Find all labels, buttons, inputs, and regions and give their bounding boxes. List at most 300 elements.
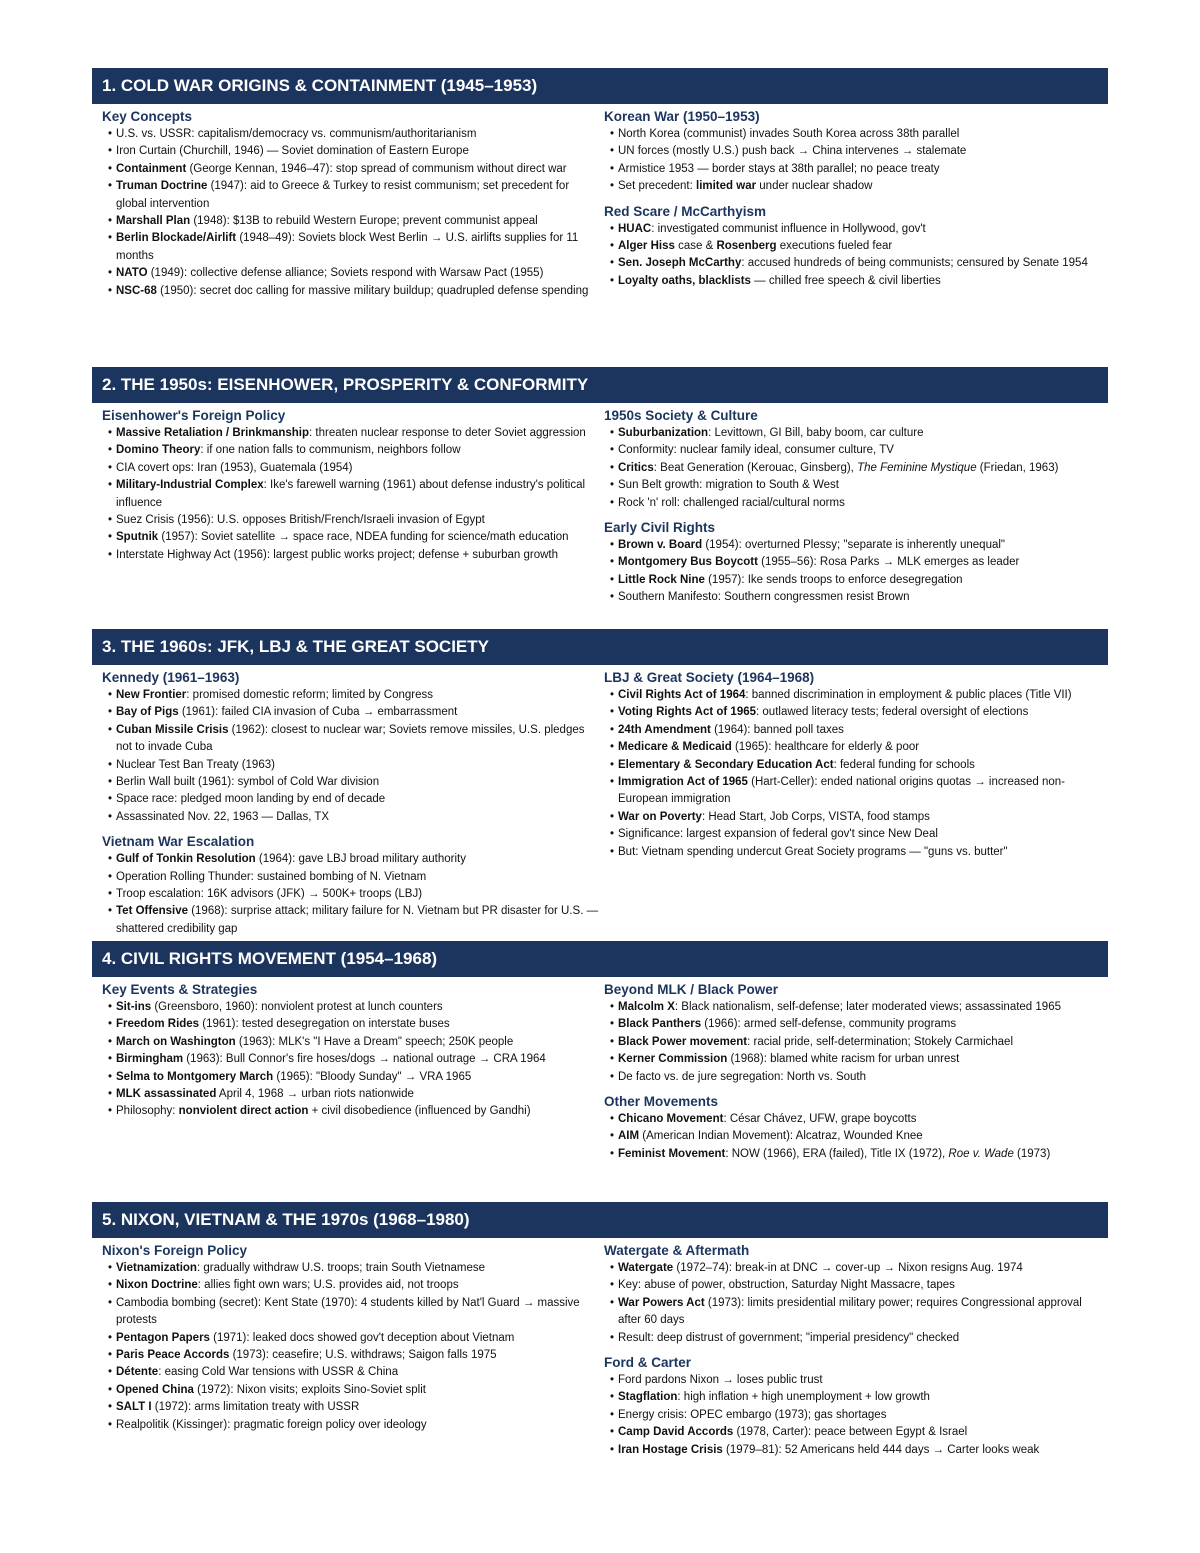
bullet-icon: • xyxy=(108,461,113,474)
subsection-title: Key Concepts xyxy=(102,109,193,124)
item-text: (1957): Soviet satellite → space race, NDEA funding for science/math education xyxy=(158,531,569,544)
list-item xyxy=(108,757,600,774)
item-text: But: Vietnam spending undercut Great Society programs — "guns vs. butter" xyxy=(618,845,1008,858)
list-item xyxy=(610,774,1102,809)
list-item xyxy=(610,1295,1102,1330)
item-text: Realpolitik (Kissinger): pragmatic foreign policy over ideology xyxy=(116,1418,427,1431)
bold-term: Domino Theory xyxy=(116,444,201,457)
item-text: : easing Cold War tensions with USSR & China xyxy=(158,1366,399,1379)
subsection xyxy=(604,1093,1102,1163)
item-text: (1972): arms limitation treaty with USSR xyxy=(151,1401,360,1414)
list-item xyxy=(108,512,600,529)
item-text: : outlawed literacy tests; federal oversight of elections xyxy=(756,706,1029,719)
list-item xyxy=(610,221,1102,238)
bold-term: Berlin Blockade/Airlift xyxy=(116,232,237,245)
bullet-icon: • xyxy=(610,1035,615,1048)
bold-term: Cuban Missile Crisis xyxy=(116,723,229,736)
bullet-icon: • xyxy=(610,444,615,457)
bullet-icon: • xyxy=(610,1018,615,1031)
item-text: (1964): banned poll taxes xyxy=(710,723,844,736)
item-text: Rock 'n' roll: challenged racial/cultural norms xyxy=(618,496,845,509)
item-text: : Levittown, GI Bill, baby boom, car culture xyxy=(708,427,924,439)
list-item xyxy=(108,477,600,512)
bullet-icon: • xyxy=(108,1105,113,1118)
item-text: (1950): secret doc calling for massive military buildup; quadrupled defense spending xyxy=(156,284,589,297)
item-text: + civil disobedience (influenced by Gandhi) xyxy=(308,1105,531,1118)
bullet-icon: • xyxy=(108,162,113,175)
bold-term: Paris Peace Accords xyxy=(116,1349,230,1362)
bullet-icon: • xyxy=(108,853,113,866)
bullet-icon: • xyxy=(610,556,615,569)
list-item xyxy=(108,1347,600,1364)
list-item xyxy=(610,255,1102,272)
item-text: De facto vs. de jure segregation: North vs. South xyxy=(618,1070,867,1083)
list-item xyxy=(610,1372,1102,1389)
bold-term: Feminist Movement xyxy=(618,1147,726,1160)
list-item xyxy=(108,1382,600,1399)
bullet-icon: • xyxy=(108,1262,113,1274)
item-text: : investigated communist influence in Hollywood, gov't xyxy=(651,222,926,235)
list-item xyxy=(610,844,1102,861)
item-text: (1965): healthcare for elderly & poor xyxy=(731,741,920,754)
bold-term: New Frontier xyxy=(116,689,187,701)
bullet-icon: • xyxy=(610,741,615,754)
bullet-icon: • xyxy=(610,1130,615,1143)
bullet-icon: • xyxy=(610,1374,615,1387)
bold-term: Sputnik xyxy=(116,531,159,544)
section-cold-war-origins xyxy=(92,68,1108,297)
item-text: : racial pride, self-determination; Stokely Carmichael xyxy=(747,1035,1013,1048)
bullet-icon: • xyxy=(610,274,615,287)
item-text: North Korea (communist) invades South Korea across 38th parallel xyxy=(618,128,960,140)
list-item xyxy=(610,1069,1102,1086)
bold-term: Little Rock Nine xyxy=(618,573,705,586)
item-text: Ford pardons Nixon → loses public trust xyxy=(618,1374,823,1387)
bold-term: Medicare & Medicaid xyxy=(618,741,732,754)
list-item xyxy=(108,704,600,721)
list-item xyxy=(108,126,600,143)
item-text: CIA covert ops: Iran (1953), Guatemala (1954) xyxy=(116,461,353,474)
list-item xyxy=(610,1016,1102,1033)
bullet-icon: • xyxy=(610,1331,615,1344)
bullet-icon: • xyxy=(610,1391,615,1404)
bullet-icon: • xyxy=(108,870,113,883)
subsection-title: Kennedy (1961–1963) xyxy=(102,670,240,685)
item-text: Cambodia bombing (secret): Kent State (1970): 4 students killed by Nat'l Guard → massive protests xyxy=(116,1296,580,1327)
list-item xyxy=(108,1277,600,1294)
bold-term: Military-Industrial Complex xyxy=(116,479,264,492)
italic-title: The Feminine Mystique xyxy=(857,461,977,474)
item-text: Nuclear Test Ban Treaty (1963) xyxy=(116,758,275,771)
bullet-icon: • xyxy=(108,1331,113,1344)
bold-term: Massive Retaliation / Brinkmanship xyxy=(116,427,310,439)
left-column xyxy=(102,665,600,938)
bullet-icon: • xyxy=(610,1053,615,1066)
item-text: : high inflation + high unemployment + low growth xyxy=(677,1391,930,1404)
subsection-title: Early Civil Rights xyxy=(604,520,716,536)
bullet-icon: • xyxy=(108,810,113,823)
bullet-icon: • xyxy=(610,828,615,841)
subsection xyxy=(604,981,1102,1086)
item-text: (1971): leaked docs showed gov't deception about Vietnam xyxy=(209,1331,515,1344)
list-item xyxy=(610,589,1102,606)
list-item xyxy=(610,1034,1102,1051)
item-text: (1961): failed CIA invasion of Cuba → embarrassment xyxy=(178,706,458,719)
bold-term: Elementary & Secondary Education Act xyxy=(618,758,834,771)
bullet-icon: • xyxy=(610,1296,615,1309)
bold-term: Vietnamization xyxy=(116,1262,197,1274)
bold-term: Tet Offensive xyxy=(116,905,188,918)
item-text: : threaten nuclear response to deter Soviet aggression xyxy=(309,427,586,439)
subsection-title: 1950s Society & Culture xyxy=(604,408,758,423)
bold-term: Selma to Montgomery March xyxy=(116,1070,274,1083)
section-nixon-1970s xyxy=(92,1202,1108,1456)
item-text: Sun Belt growth: migration to South & West xyxy=(618,479,839,492)
item-text: Armistice 1953 — border stays at 38th parallel; no peace treaty xyxy=(618,162,940,175)
bullet-icon: • xyxy=(610,1113,615,1126)
bullet-icon: • xyxy=(108,1401,113,1414)
bullet-icon: • xyxy=(610,240,615,253)
item-text: : banned discrimination in employment & public places (Title VII) xyxy=(745,689,1072,701)
bullet-icon: • xyxy=(108,1001,113,1013)
bold-term: Nixon Doctrine xyxy=(116,1279,198,1292)
item-text: Assassinated Nov. 22, 1963 — Dallas, TX xyxy=(116,810,330,823)
item-text: (1972–74): break-in at DNC → cover-up → Nixon resigns Aug. 1974 xyxy=(673,1262,1023,1274)
bold-term: Sen. Joseph McCarthy xyxy=(618,257,742,270)
bold-term: War Powers Act xyxy=(618,1296,705,1309)
bullet-icon: • xyxy=(610,776,615,789)
item-text: (1947): aid to Greece & Turkey to resist communism; set precedent for global intervention xyxy=(116,180,570,210)
item-text: (1949): collective defense alliance; Soviets respond with Warsaw Pact (1955) xyxy=(147,267,544,280)
bold-term: Civil Rights Act of 1964 xyxy=(618,689,746,701)
subsection-title: Beyond MLK / Black Power xyxy=(604,982,779,997)
subsection xyxy=(604,1242,1102,1347)
list-item xyxy=(610,1260,1102,1277)
item-text: (1973): ceasefire; U.S. withdraws; Saigon falls 1975 xyxy=(229,1349,497,1362)
bullet-icon: • xyxy=(610,810,615,823)
list-item xyxy=(108,1260,600,1277)
list-item xyxy=(108,425,600,442)
bold-term: Truman Doctrine xyxy=(116,180,208,193)
bullet-icon: • xyxy=(610,461,615,474)
bullet-icon: • xyxy=(610,1443,615,1456)
subsection-title: Watergate & Aftermath xyxy=(604,1243,750,1258)
subsection xyxy=(604,407,1102,512)
list-item xyxy=(108,687,600,704)
item-text: Conformity: nuclear family ideal, consumer culture, TV xyxy=(618,444,894,457)
item-text: (1979–81): 52 Americans held 444 days → Carter looks weak xyxy=(722,1443,1040,1456)
bullet-icon: • xyxy=(108,905,113,918)
bullet-icon: • xyxy=(610,1070,615,1083)
bold-term: Birmingham xyxy=(116,1053,184,1066)
list-item xyxy=(610,460,1102,477)
list-item xyxy=(108,1417,600,1434)
bullet-icon: • xyxy=(610,1147,615,1160)
item-text: (1954): overturned Plessy; "separate is inherently unequal" xyxy=(702,539,1006,552)
bullet-icon: • xyxy=(610,845,615,858)
bold-term: nonviolent direct action xyxy=(178,1105,309,1118)
list-item xyxy=(610,178,1102,195)
bullet-icon: • xyxy=(108,776,113,789)
subsection xyxy=(102,833,600,938)
bold-term: NATO xyxy=(116,267,148,280)
list-item xyxy=(108,442,600,459)
left-column xyxy=(102,403,600,564)
bullet-icon: • xyxy=(108,128,113,140)
item-text: : Black nationalism, self-defense; later moderated views; assassinated 1965 xyxy=(674,1001,1061,1013)
list-item xyxy=(108,1103,600,1120)
list-item xyxy=(108,161,600,178)
bullet-icon: • xyxy=(610,145,615,158)
section-header: 4. CIVIL RIGHTS MOVEMENT (1954–1968) xyxy=(92,941,1108,977)
section-header: 2. THE 1950s: EISENHOWER, PROSPERITY & CONFORMITY xyxy=(92,367,1108,403)
subsection-title: Korean War (1950–1953) xyxy=(604,109,760,124)
bullet-icon: • xyxy=(108,888,113,901)
item-text: (1978, Carter): peace between Egypt & Israel xyxy=(733,1426,968,1439)
bold-term: Sit-ins xyxy=(116,1001,152,1013)
bullet-icon: • xyxy=(610,723,615,736)
bullet-icon: • xyxy=(108,267,113,280)
list-item xyxy=(610,1389,1102,1406)
subsection xyxy=(102,407,600,564)
bold-term: MLK assassinated xyxy=(116,1088,217,1101)
bold-term: Opened China xyxy=(116,1383,194,1396)
list-item xyxy=(610,1442,1102,1459)
bullet-icon: • xyxy=(108,145,113,158)
item-text: : if one nation falls to communism, neighbors follow xyxy=(200,444,461,457)
item-text: case & xyxy=(674,240,717,253)
list-item xyxy=(108,178,600,213)
bullet-icon: • xyxy=(108,1035,113,1048)
subsection-title: Ford & Carter xyxy=(604,1355,692,1371)
bullet-icon: • xyxy=(108,793,113,806)
list-item xyxy=(610,537,1102,554)
subsection xyxy=(604,108,1102,196)
left-column xyxy=(102,104,600,300)
list-item xyxy=(610,1111,1102,1128)
bullet-icon: • xyxy=(610,496,615,509)
list-item xyxy=(610,238,1102,255)
subsection-title: Other Movements xyxy=(604,1094,719,1110)
item-text: Result: deep distrust of government; "imperial presidency" checked xyxy=(618,1331,960,1344)
bullet-icon: • xyxy=(108,723,113,736)
bullet-icon: • xyxy=(108,232,113,245)
subsection-title: Nixon's Foreign Policy xyxy=(102,1243,247,1258)
bullet-icon: • xyxy=(108,1088,113,1101)
bold-term: Freedom Rides xyxy=(116,1018,200,1031)
item-text: (1955–56): Rosa Parks → MLK emerges as leader xyxy=(757,556,1020,569)
list-item xyxy=(108,809,600,826)
subsection-title: Eisenhower's Foreign Policy xyxy=(102,408,286,423)
subsection xyxy=(604,1354,1102,1459)
item-text: (American Indian Movement): Alcatraz, Wounded Knee xyxy=(639,1130,923,1143)
item-text: : Beat Generation (Kerouac, Ginsberg), xyxy=(653,461,858,474)
bullet-icon: • xyxy=(108,548,113,561)
item-text: : accused hundreds of being communists; censured by Senate 1954 xyxy=(741,257,1088,270)
item-text: (1957): Ike sends troops to enforce desegregation xyxy=(704,573,963,586)
list-item xyxy=(610,1330,1102,1347)
item-text: U.S. vs. USSR: capitalism/democracy vs. communism/authoritarianism xyxy=(116,128,477,140)
item-text: (Friedan, 1963) xyxy=(976,461,1059,474)
bold-term: AIM xyxy=(618,1130,640,1143)
bullet-icon: • xyxy=(610,689,615,701)
bullet-icon: • xyxy=(610,1426,615,1439)
item-text: Berlin Wall built (1961): symbol of Cold War division xyxy=(116,776,380,789)
bold-term: Loyalty oaths, blacklists xyxy=(618,274,751,287)
bullet-icon: • xyxy=(108,1070,113,1083)
item-text: (1966): armed self-defense, community programs xyxy=(701,1018,957,1031)
subsection xyxy=(102,981,600,1121)
bold-term: March on Washington xyxy=(116,1035,236,1048)
bullet-icon: • xyxy=(108,1018,113,1031)
list-item xyxy=(108,851,600,868)
item-text: (1972): Nixon visits; exploits Sino-Soviet split xyxy=(193,1383,426,1396)
list-item xyxy=(610,442,1102,459)
list-item xyxy=(610,687,1102,704)
list-item xyxy=(610,161,1102,178)
bold-term: Rosenberg xyxy=(716,240,777,253)
item-text: (1968): blamed white racism for urban unrest xyxy=(727,1053,960,1066)
list-item xyxy=(108,460,600,477)
list-item xyxy=(108,774,600,791)
list-item xyxy=(610,826,1102,843)
list-item xyxy=(610,425,1102,442)
list-item xyxy=(610,999,1102,1016)
bullet-icon: • xyxy=(108,215,113,228)
bullet-icon: • xyxy=(108,758,113,771)
bullet-icon: • xyxy=(610,539,615,552)
left-column xyxy=(102,1238,600,1434)
item-text: (1961): tested desegregation on interstate buses xyxy=(199,1018,450,1031)
bold-term: Watergate xyxy=(618,1262,674,1274)
right-column xyxy=(604,665,1102,861)
list-item xyxy=(108,230,600,265)
section-header: 5. NIXON, VIETNAM & THE 1970s (1968–1980) xyxy=(92,1202,1108,1238)
list-item xyxy=(610,722,1102,739)
item-text: (1968): surprise attack; military failure for N. Vietnam but PR disaster for U.S. — shattered credibility gap xyxy=(116,905,599,935)
bold-term: Malcolm X xyxy=(618,1001,675,1013)
list-item xyxy=(108,529,600,546)
bold-term: Alger Hiss xyxy=(618,240,675,253)
subsection-title: Red Scare / McCarthyism xyxy=(604,203,767,219)
subsection xyxy=(102,1242,600,1434)
list-item xyxy=(610,1277,1102,1294)
list-item xyxy=(610,809,1102,826)
list-item xyxy=(610,572,1102,589)
list-item xyxy=(108,1330,600,1347)
list-item xyxy=(108,1086,600,1103)
right-column xyxy=(604,104,1102,290)
bullet-icon: • xyxy=(610,162,615,175)
subsection xyxy=(102,108,600,300)
bold-term: Montgomery Bus Boycott xyxy=(618,556,758,569)
item-text: (1948–49): Soviets block West Berlin → U.S. airlifts supplies for 11 months xyxy=(116,232,579,262)
subsection-title: Key Events & Strategies xyxy=(102,982,258,997)
bold-term: Brown v. Board xyxy=(618,539,703,552)
list-item xyxy=(108,1069,600,1086)
bullet-icon: • xyxy=(610,1279,615,1292)
list-item xyxy=(108,283,600,300)
item-text: Suez Crisis (1956): U.S. opposes British/French/Israeli invasion of Egypt xyxy=(116,514,485,527)
bold-term: limited war xyxy=(696,180,757,193)
bold-term: Black Panthers xyxy=(618,1018,702,1031)
list-item xyxy=(108,903,600,938)
bold-term: Critics xyxy=(618,461,654,474)
bold-term: Stagflation xyxy=(618,1391,678,1404)
right-column xyxy=(604,1238,1102,1459)
bullet-icon: • xyxy=(610,180,615,193)
bullet-icon: • xyxy=(108,689,113,701)
bold-term: Pentagon Papers xyxy=(116,1331,210,1344)
list-item xyxy=(108,722,600,757)
bold-term: Voting Rights Act of 1965 xyxy=(618,706,757,719)
item-text: Space race: pledged moon landing by end of decade xyxy=(116,793,386,806)
item-text: Southern Manifesto: Southern congressmen resist Brown xyxy=(618,591,910,604)
subsection xyxy=(604,669,1102,861)
bold-term: Camp David Accords xyxy=(618,1426,734,1439)
bullet-icon: • xyxy=(610,573,615,586)
bullet-icon: • xyxy=(108,444,113,457)
bullet-icon: • xyxy=(610,591,615,604)
item-text: : NOW (1966), ERA (failed), Title IX (1972), xyxy=(725,1147,949,1160)
list-item xyxy=(610,495,1102,512)
bold-term: War on Poverty xyxy=(618,810,702,823)
bullet-icon: • xyxy=(610,222,615,235)
item-text: : gradually withdraw U.S. troops; train South Vietnamese xyxy=(196,1262,486,1274)
item-text: (1948): $13B to rebuild Western Europe; prevent communist appeal xyxy=(190,215,538,228)
bold-term: Kerner Commission xyxy=(618,1053,728,1066)
bullet-icon: • xyxy=(610,1001,615,1013)
bullet-icon: • xyxy=(610,758,615,771)
item-text: (Hart-Celler): ended national origins quotas → increased non-European immigration xyxy=(618,776,1065,806)
bullet-icon: • xyxy=(108,1279,113,1292)
item-text: (1963): MLK's "I Have a Dream" speech; 250K people xyxy=(235,1035,514,1048)
list-item xyxy=(610,126,1102,143)
item-text: — chilled free speech & civil liberties xyxy=(750,274,941,287)
section-header: 3. THE 1960s: JFK, LBJ & THE GREAT SOCIETY xyxy=(92,629,1108,665)
item-text: Philosophy: xyxy=(116,1105,179,1118)
bullet-icon: • xyxy=(610,128,615,140)
bold-term: Marshall Plan xyxy=(116,215,191,228)
bold-term: Immigration Act of 1965 xyxy=(618,776,748,789)
section-1960s xyxy=(92,629,1108,935)
list-item xyxy=(610,704,1102,721)
bullet-icon: • xyxy=(610,479,615,492)
subsection-title: Vietnam War Escalation xyxy=(102,834,255,850)
subsection xyxy=(604,519,1102,607)
list-item xyxy=(610,757,1102,774)
list-item xyxy=(108,886,600,903)
bullet-icon: • xyxy=(610,706,615,719)
section-1950s xyxy=(92,367,1108,604)
list-item xyxy=(610,1424,1102,1441)
item-text: : promised domestic reform; limited by Congress xyxy=(186,689,433,701)
list-item xyxy=(108,1051,600,1068)
subsection xyxy=(604,203,1102,291)
right-column xyxy=(604,977,1102,1163)
bold-term: 24th Amendment xyxy=(618,723,711,736)
item-text: (1965): "Bloody Sunday" → VRA 1965 xyxy=(273,1070,472,1083)
section-header: 1. COLD WAR ORIGINS & CONTAINMENT (1945–1953) xyxy=(92,68,1108,104)
item-text: executions fueled fear xyxy=(776,240,893,253)
item-text: Iron Curtain (Churchill, 1946) — Soviet domination of Eastern Europe xyxy=(116,145,469,158)
list-item xyxy=(610,1407,1102,1424)
right-column xyxy=(604,403,1102,607)
bold-term: Détente xyxy=(116,1366,159,1379)
bullet-icon: • xyxy=(610,257,615,270)
bold-term: Bay of Pigs xyxy=(116,706,179,719)
bullet-icon: • xyxy=(108,1296,113,1309)
